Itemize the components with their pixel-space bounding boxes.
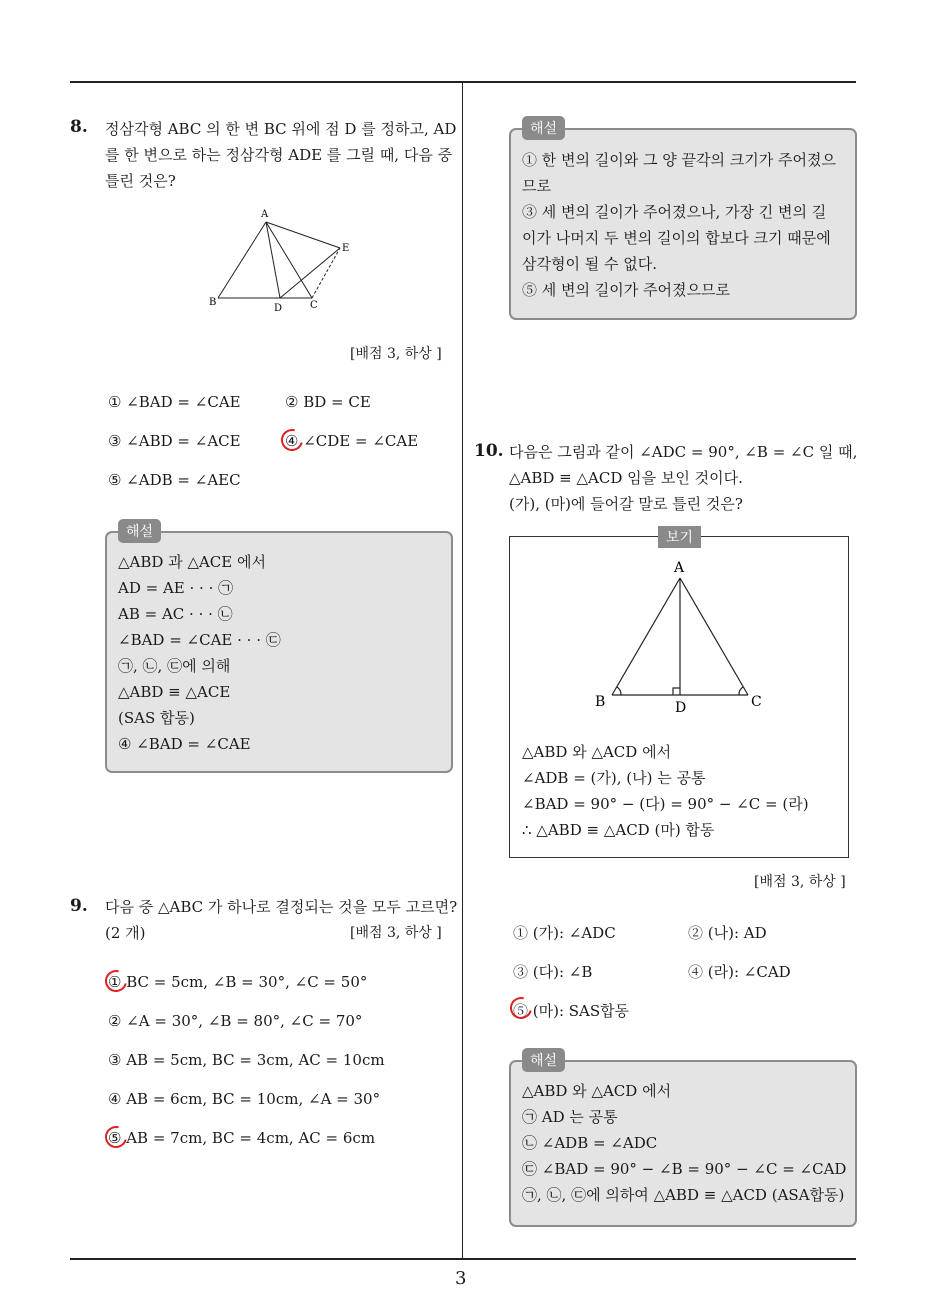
question-10-line-1: 다음은 그림과 같이 ∠ADC = 90°, ∠B = ∠C 일 때, [509,443,858,461]
question-10-option-1[interactable]: ① (가): ∠ADC [513,924,616,942]
question-10-score: [배점 3, 하상 ] [754,874,846,890]
solution-10-line-1: △ABD 와 △ACD 에서 [522,1082,672,1100]
question-10-bogi-tag: 보기 [658,526,701,548]
solution-8-line-1: △ABD 과 △ACE 에서 [118,553,266,571]
question-9-line-1: 다음 중 △ABC 가 하나로 결정되는 것을 모두 고르면? [105,898,458,916]
fig10-side-ab [612,578,680,695]
question-10-option-2[interactable]: ② (나): AD [688,924,767,942]
question-10-line-2: △ABD ≡ △ACD 임을 보인 것이다. [509,469,743,487]
solution-10-line-3: ㉡ ∠ADB = ∠ADC [522,1134,658,1152]
fig8-segment-ce [312,248,340,298]
fig10-right-angle-mark [673,688,680,695]
question-8-line-3: 틀린 것은? [105,172,176,190]
question-9-answer-mark-2 [101,1122,131,1152]
solution-8-line-5: ㉠, ㉡, ㉢에 의해 [118,657,231,675]
solution-8-line-7: (SAS 합동) [118,709,195,727]
question-10-line-3: (가), (마)에 들어갈 말로 틀린 것은? [509,495,743,513]
question-9-option-1[interactable]: ① BC = 5cm, ∠B = 30°, ∠C = 50° [108,973,368,991]
question-8-figure [200,200,360,320]
question-8-text [105,116,456,194]
top-rule [70,81,856,83]
fig10-label-c: C [751,694,762,710]
question-9-option-5[interactable]: ⑤ AB = 7cm, BC = 4cm, AC = 6cm [108,1129,376,1147]
question-8-solution-text [118,549,281,757]
question-8-score: [배점 3, 하상 ] [350,346,442,362]
question-8-answer-mark [277,425,307,455]
solution-10-line-4: ㉢ ∠BAD = 90° − ∠B = 90° − ∠C = ∠CAD [522,1160,847,1178]
question-9-solution-text [522,147,836,303]
question-8-solution-tag: 해설 [118,519,161,543]
solution-9-line-4: 이가 나머지 두 변의 길이의 합보다 크기 때문에 [522,229,831,247]
question-9-answer-mark-1 [101,966,131,996]
question-10-bogi-text [522,739,809,843]
bogi-10-line-1: △ABD 와 △ACD 에서 [522,743,672,761]
solution-9-line-3: ③ 세 변의 길이가 주어졌으나, 가장 긴 변의 길 [522,203,827,221]
fig8-side-ab [218,222,266,298]
question-8-number: 8. [70,117,88,137]
solution-9-line-6: ⑤ 세 변의 길이가 주어졌으므로 [522,281,730,299]
fig10-side-ac [680,578,748,695]
solution-8-line-3: AB = AC · · · ㉡ [118,605,233,623]
question-8-line-1: 정삼각형 ABC 의 한 변 BC 위에 점 D 를 정하고, AD [105,120,457,138]
fig8-label-b: B [209,297,217,308]
question-9-line-2: (2 개) [105,924,146,942]
question-10-figure [580,556,780,716]
bottom-rule [70,1258,856,1260]
fig8-label-e: E [342,243,350,254]
solution-9-line-5: 삼각형이 될 수 없다. [522,255,657,273]
question-9-option-4[interactable]: ④ AB = 6cm, BC = 10cm, ∠A = 30° [108,1090,381,1108]
fig10-label-a: A [674,560,685,576]
fig8-label-a: A [261,209,269,220]
column-divider [462,83,463,1259]
fig8-label-c: C [310,300,318,311]
fig10-label-d: D [675,700,687,716]
question-10-option-5[interactable]: ⑤ (마): SAS합동 [513,1002,630,1020]
question-8-option-5[interactable]: ⑤ ∠ADB = ∠AEC [108,471,241,489]
solution-8-line-8: ④ ∠BAD = ∠CAE [118,735,251,753]
question-8-option-2[interactable]: ② BD = CE [285,393,371,411]
fig10-angle-b-mark [617,687,621,695]
solution-8-line-4: ∠BAD = ∠CAE · · · ㉢ [118,631,281,649]
solution-9-line-2: 므로 [522,177,551,195]
solution-10-line-2: ㉠ AD 는 공통 [522,1108,618,1126]
question-8-option-3[interactable]: ③ ∠ABD = ∠ACE [108,432,241,450]
bogi-10-line-4: ∴ △ABD ≡ △ACD (마) 합동 [522,821,715,839]
bogi-10-line-3: ∠BAD = 90° − (다) = 90° − ∠C = (라) [522,795,809,813]
fig8-label-d: D [274,303,283,314]
solution-10-line-5: ㉠, ㉡, ㉢에 의하여 △ABD ≡ △ACD (ASA합동) [522,1186,845,1204]
fig10-label-b: B [595,694,606,710]
question-10-text [509,439,857,517]
solution-9-line-1: ① 한 변의 길이와 그 양 끝각의 크기가 주어졌으 [522,151,836,169]
question-10-option-4[interactable]: ④ (라): ∠CAD [688,963,791,981]
page-number: 3 [455,1268,467,1289]
fig8-segment-de [280,248,340,298]
question-10-number: 10. [474,441,504,461]
fig10-angle-c-mark [739,687,743,695]
solution-8-line-6: △ABD ≡ △ACE [118,683,231,701]
solution-8-line-2: AD = AE · · · ㉠ [118,579,234,597]
bogi-10-line-2: ∠ADB = (가), (나) 는 공통 [522,769,706,787]
question-8-option-4[interactable]: ④ ∠CDE = ∠CAE [285,432,419,450]
question-9-solution-tag: 해설 [522,116,565,140]
question-9-score: [배점 3, 하상 ] [350,925,442,941]
question-9-number: 9. [70,896,88,916]
question-10-option-3[interactable]: ③ (다): ∠B [513,963,593,981]
question-8-line-2: 를 한 변으로 하는 정삼각형 ADE 를 그릴 때, 다음 중 [105,146,453,164]
question-10-solution-tag: 해설 [522,1048,565,1072]
question-10-solution-text [522,1078,846,1208]
question-9-option-3[interactable]: ③ AB = 5cm, BC = 3cm, AC = 10cm [108,1051,385,1069]
fig8-segment-ae [266,222,340,248]
question-8-option-1[interactable]: ① ∠BAD = ∠CAE [108,393,241,411]
question-9-option-2[interactable]: ② ∠A = 30°, ∠B = 80°, ∠C = 70° [108,1012,363,1030]
